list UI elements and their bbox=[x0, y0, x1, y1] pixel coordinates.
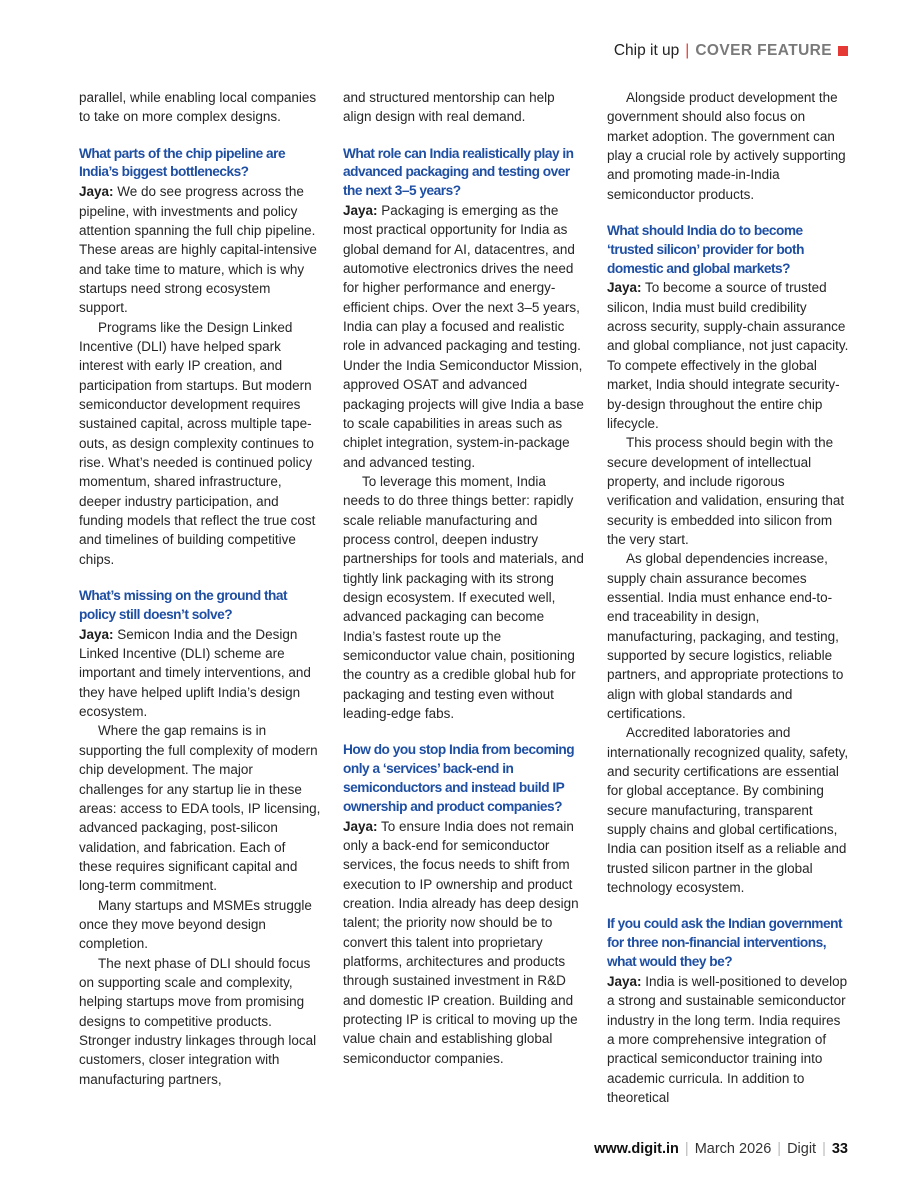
section-name: Chip it up bbox=[613, 42, 680, 59]
answer-text: We do see progress across the pipeline, with investments and policy attention spanning the full chip pipeline. These areas are highly capital-intensive and take time to mature, which is why startups need strong ecosystem support. bbox=[79, 184, 317, 316]
speaker-label: Jaya: bbox=[79, 626, 114, 642]
paragraph: This process should begin with the secure development of intellectual property, and include rigorous verification and validation, ensuring that security is embedded into silicon from the very start. bbox=[607, 435, 845, 547]
page-footer bbox=[594, 1141, 848, 1157]
magazine-name: Digit bbox=[787, 1141, 817, 1157]
answer-paragraph bbox=[607, 278, 849, 433]
answer-text: India is well-positioned to develop a strong and sustainable semiconductor industry in the long term. India requires a more comprehensive integration of practical semiconductor training into academic curricula. In addition to theoretical bbox=[607, 973, 848, 1105]
paragraph: Many startups and MSMEs struggle once they move beyond design completion. bbox=[79, 897, 312, 952]
answer-paragraph bbox=[343, 817, 585, 1068]
speaker-label: Jaya: bbox=[607, 280, 642, 296]
paragraph: Accredited laboratories and internationally recognized quality, safety, and security certifications are essential for global acceptance. By combining secure manufacturing, transparent supply chains and global certifications, India can position itself as a reliable and trusted silicon partner in the global technology ecosystem. bbox=[607, 725, 849, 896]
question-heading: What should India do to become ‘trusted silicon’ provider for both domestic and global markets? bbox=[607, 223, 804, 276]
paragraph: To leverage this moment, India needs to do three things better: rapidly scale reliable manufacturing and process control, deepen industry partnerships for tools and materials, and tightly link packaging with its strong design ecosystem. If executed well, advanced packaging can become India’s fastest route up the semiconductor value chain, positioning the country as a credible global hub for packaging and testing even without leading-edge fabs. bbox=[343, 473, 584, 722]
speaker-label: Jaya: bbox=[343, 818, 378, 834]
speaker-label: Jaya: bbox=[79, 184, 114, 200]
answer-text: To ensure India does not remain only a back-end for semiconductor services, the focus needs to shift from execution to IP ownership and product creation. India already has deep design talent; the priority now should be to convert this talent into proprietary platforms, architectures and products through sustained investment in R&D and domestic IP creation. Building and protecting IP is critical to moving up the value chain and establishing global semiconductor companies. bbox=[343, 818, 579, 1066]
paragraph: Where the gap remains is in supporting the full complexity of modern chip development. The major challenges for any startup lie in these areas: access to EDA tools, IP licensing, advanced packaging, post-silicon validation, and fabrication. Each of these requires significant capital and long-term commitment. bbox=[79, 723, 321, 894]
running-header bbox=[614, 42, 848, 60]
answer-paragraph bbox=[607, 972, 849, 1107]
question-heading: How do you stop India from becoming only a ‘services’ back-end in semiconductors and instead build IP ownership and product companies? bbox=[343, 742, 575, 814]
footer-separator: | bbox=[822, 1141, 826, 1157]
paragraph: parallel, while enabling local companies to take on more complex designs. bbox=[79, 90, 317, 125]
answer-paragraph bbox=[343, 201, 585, 472]
answer-text: To become a source of trusted silicon, India must build credibility across security, supply-chain assurance and global compliance, not just capacity. To compete effectively in the global market, India should integrate security-by-design throughout the entire chip lifecycle. bbox=[607, 280, 849, 431]
website-link[interactable]: www.digit.in bbox=[594, 1141, 679, 1157]
paragraph: The next phase of DLI should focus on supporting scale and complexity, helping startups move from promising designs to competitive products. Stronger industry linkages through local customers, closer integration with manufacturing partners, bbox=[79, 955, 317, 1087]
red-square-icon bbox=[838, 46, 848, 56]
question-heading: What role can India realistically play in advanced packaging and testing over the next 3–5 years? bbox=[343, 145, 574, 199]
issue-date: March 2026 bbox=[694, 1141, 772, 1157]
feature-label: COVER FEATURE bbox=[695, 42, 832, 59]
speaker-label: Jaya: bbox=[607, 973, 642, 989]
paragraph: Programs like the Design Linked Incentive (DLI) have helped spark interest with early IP creation, and participation from startups. But modern semiconductor development requires sustained capital, across multiple tape-outs, as design complexity continues to rise. What’s needed is continued policy momentum, shared infrastructure, deeper industry participation, and funding models that reflect the true cost and timelines of building competitive chips. bbox=[79, 319, 316, 567]
paragraph: As global dependencies increase, supply chain assurance becomes essential. India must enhance end-to-end traceability in design, manufacturing, packaging, and testing, supported by secure logistics, reliable partners, and appropriate protections to align with global standards and certifications. bbox=[607, 551, 844, 722]
header-separator: | bbox=[685, 42, 690, 59]
page-number: 33 bbox=[831, 1141, 848, 1157]
column-3 bbox=[607, 88, 849, 1107]
column-2 bbox=[343, 88, 585, 1068]
question-heading: What parts of the chip pipeline are India’s biggest bottlenecks? bbox=[79, 145, 286, 180]
footer-separator: | bbox=[684, 1141, 689, 1157]
paragraph: Alongside product development the government should also focus on market adoption. The government can play a crucial role by actively supporting and promoting made-in-India semiconductor products. bbox=[607, 90, 846, 202]
question-heading: What’s missing on the ground that policy still doesn’t solve? bbox=[79, 588, 288, 622]
column-1 bbox=[79, 88, 321, 1089]
footer-separator: | bbox=[777, 1141, 782, 1157]
speaker-label: Jaya: bbox=[343, 203, 378, 219]
answer-paragraph bbox=[79, 182, 321, 317]
answer-text: Semicon India and the Design Linked Incentive (DLI) scheme are important and timely interventions, and they have helped uplift India’s design ecosystem. bbox=[79, 626, 311, 720]
answer-paragraph bbox=[79, 625, 321, 722]
question-heading: If you could ask the Indian government for three non-financial interventions, what would they be? bbox=[607, 916, 843, 970]
answer-text: Packaging is emerging as the most practical opportunity for India as global demand for AI, datacentres, and automotive electronics drives the need for higher performance and energy-efficient chips. Over the next 3–5 years, India can play a focused and realistic role in advanced packaging and testing. Under the India Semiconductor Mission, approved OSAT and advanced packaging projects will give India a base to scale capabilities in areas such as chiplet integration, system-in-package and advanced testing. bbox=[343, 203, 584, 470]
paragraph: and structured mentorship can help align design with real demand. bbox=[343, 90, 555, 125]
